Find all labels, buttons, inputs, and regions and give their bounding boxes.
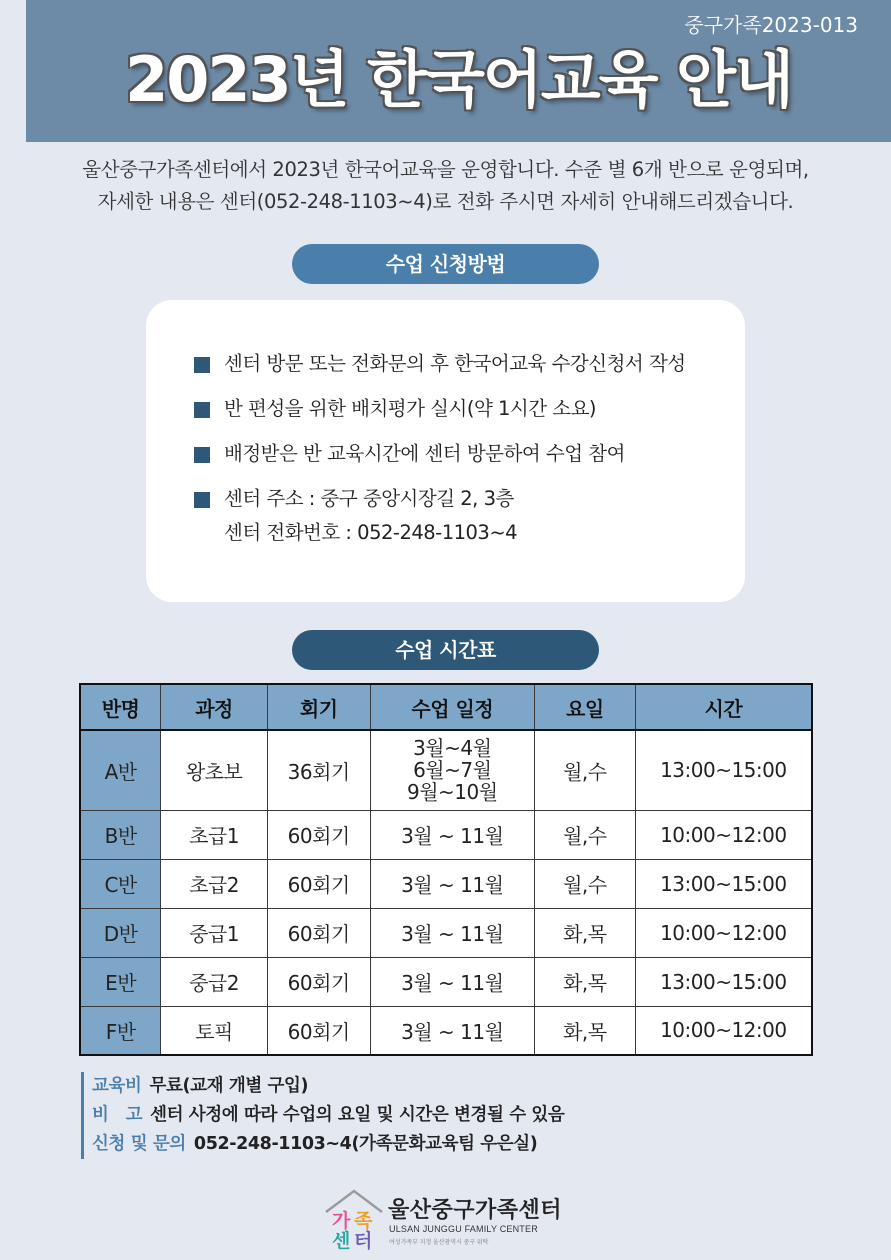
note-label: 교육비: [92, 1076, 142, 1096]
house-logo-icon: [322, 1188, 386, 1250]
intro-line-1: 울산중구가족센터에서 2023년 한국어교육을 운영합니다. 수준 별 6개 반으로 운영되며,: [82, 158, 809, 181]
sessions-cell: 60회기: [267, 957, 370, 1006]
column-header-sessions: 회기: [267, 684, 370, 730]
schedule-cell: 3월 ~ 11월: [370, 859, 534, 908]
sessions-cell: 60회기: [267, 1006, 370, 1055]
table-row: [80, 957, 812, 1006]
square-bullet-icon: [194, 402, 210, 418]
schedule-line: 6월~7월: [413, 758, 492, 783]
table-row: [80, 730, 812, 810]
schedule-line: 9월~10월: [406, 780, 498, 805]
sessions-cell: 60회기: [267, 859, 370, 908]
schedule-cell: 3월 ~ 11월: [370, 810, 534, 859]
list-item: [194, 397, 686, 421]
schedule-line: 3월~4월: [413, 736, 492, 761]
note-fee: [81, 1072, 564, 1101]
course-cell: 토픽: [161, 1006, 268, 1055]
time-cell: 13:00~15:00: [635, 859, 812, 908]
class-cell: E반: [80, 957, 161, 1006]
logo-char: 센: [332, 1230, 351, 1252]
page-title: 2023년 한국어교육 안내: [125, 43, 792, 116]
list-item: [194, 352, 686, 376]
schedule-cell: [370, 730, 534, 810]
note-remark: [81, 1101, 564, 1130]
days-cell: 화,목: [535, 1006, 636, 1055]
time-cell: 10:00~12:00: [635, 810, 812, 859]
timetable-heading: 수업 시간표: [292, 630, 599, 670]
schedule-cell: 3월 ~ 11월: [370, 957, 534, 1006]
days-cell: 월,수: [535, 810, 636, 859]
class-cell: F반: [80, 1006, 161, 1055]
list-item-text: 반 편성을 위한 배치평가 실시(약 1시간 소요): [224, 397, 597, 420]
list-item-text: 센터 방문 또는 전화문의 후 한국어교육 수강신청서 작성: [224, 352, 686, 375]
table-row: [80, 810, 812, 859]
list-item: [194, 442, 686, 466]
apply-method-box: [146, 300, 745, 602]
course-cell: 초급2: [161, 859, 268, 908]
sessions-cell: 36회기: [267, 730, 370, 810]
course-cell: 초급1: [161, 810, 268, 859]
column-header-time: 시간: [635, 684, 812, 730]
schedule-cell: 3월 ~ 11월: [370, 908, 534, 957]
list-item-text: 배정받은 반 교육시간에 센터 방문하여 수업 참여: [224, 442, 625, 465]
note-label: 비 고: [92, 1105, 143, 1125]
square-bullet-icon: [194, 492, 210, 508]
days-cell: 월,수: [535, 730, 636, 810]
class-cell: B반: [80, 810, 161, 859]
center-address: 센터 주소 : 중구 중앙시장길 2, 3층: [224, 487, 514, 510]
note-contact: [81, 1130, 564, 1159]
days-cell: 화,목: [535, 908, 636, 957]
column-header-course: 과정: [161, 684, 268, 730]
center-phone: 센터 전화번호 : 052-248-1103~4: [224, 521, 518, 544]
logo-char: 터: [354, 1230, 373, 1252]
course-cell: 중급2: [161, 957, 268, 1006]
class-cell: D반: [80, 908, 161, 957]
square-bullet-icon: [194, 447, 210, 463]
timetable-table: [79, 683, 813, 1056]
sessions-cell: 60회기: [267, 810, 370, 859]
table-row: [80, 859, 812, 908]
days-cell: 월,수: [535, 859, 636, 908]
org-tagline: 여성가족부 지정 울산광역시 중구 위탁: [389, 1240, 489, 1246]
class-cell: C반: [80, 859, 161, 908]
table-row: [80, 908, 812, 957]
note-label: 신청 및 문의: [92, 1134, 186, 1154]
note-text: 센터 사정에 따라 수업의 요일 및 시간은 변경될 수 있음: [150, 1105, 565, 1125]
time-cell: 13:00~15:00: [635, 730, 812, 810]
org-name: 울산중구가족센터: [388, 1198, 563, 1223]
course-cell: 중급1: [161, 908, 268, 957]
notes-section: [81, 1072, 564, 1159]
time-cell: 13:00~15:00: [635, 957, 812, 1006]
apply-method-heading: 수업 신청방법: [292, 244, 599, 284]
org-name-english: ULSAN JUNGGU FAMILY CENTER: [389, 1224, 538, 1234]
days-cell: 화,목: [535, 957, 636, 1006]
class-cell: A반: [80, 730, 161, 810]
logo-char: 가: [332, 1210, 351, 1232]
list-item: [194, 487, 686, 545]
column-header-schedule: 수업 일정: [370, 684, 534, 730]
note-text: 무료(교재 개별 구입): [149, 1076, 309, 1096]
time-cell: 10:00~12:00: [635, 1006, 812, 1055]
column-header-class: 반명: [80, 684, 161, 730]
center-logo: [322, 1188, 572, 1252]
time-cell: 10:00~12:00: [635, 908, 812, 957]
intro-text: [0, 154, 891, 218]
column-header-days: 요일: [535, 684, 636, 730]
table-row: [80, 1006, 812, 1055]
apply-method-list: [194, 352, 686, 566]
intro-line-2: 자세한 내용은 센터(052-248-1103~4)로 전화 주시면 자세히 안내해드리겠습니다.: [97, 190, 794, 213]
course-cell: 왕초보: [161, 730, 268, 810]
square-bullet-icon: [194, 357, 210, 373]
schedule-cell: 3월 ~ 11월: [370, 1006, 534, 1055]
sessions-cell: 60회기: [267, 908, 370, 957]
document-code: 중구가족2023-013: [684, 13, 858, 37]
logo-char: 족: [354, 1210, 373, 1232]
note-text: 052-248-1103~4(가족문화교육팀 우은실): [193, 1134, 538, 1154]
table-header-row: [80, 684, 812, 730]
header-banner: [26, 0, 891, 142]
